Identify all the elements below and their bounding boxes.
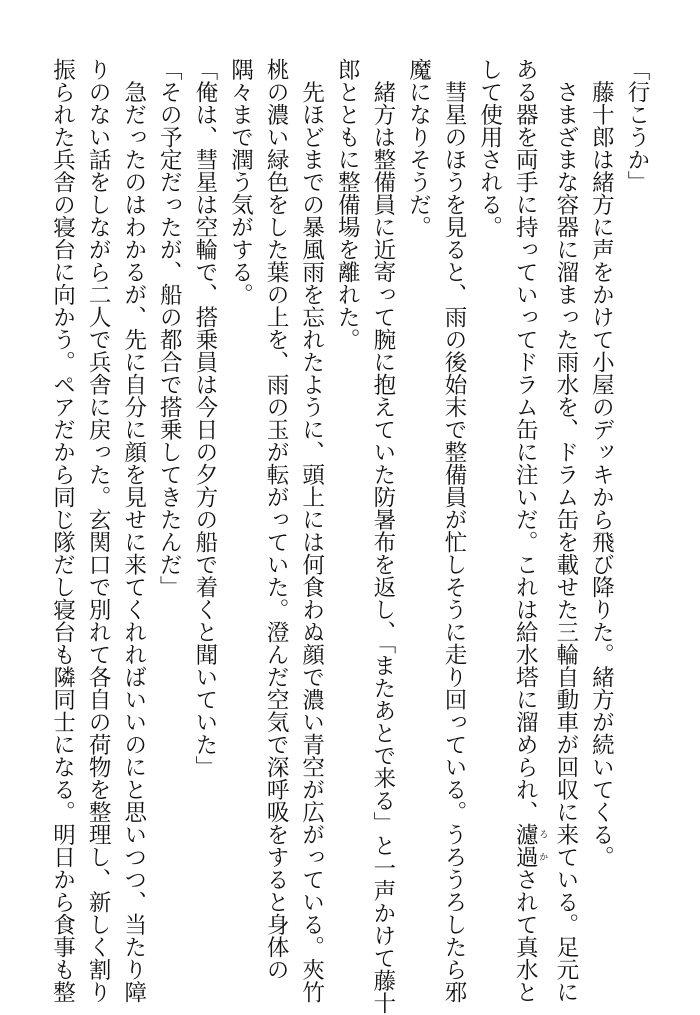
text-line: 「その予定だったが、船の都合で搭乗してきたんだ」 — [156, 58, 183, 598]
ruby-annotation — [512, 823, 548, 868]
text-line: 「行こうか」 — [624, 58, 650, 193]
text-line-with-ruby — [507, 58, 548, 1003]
text-line: 振られた兵舎の寝台に向かう。ペアだから同じ隊だし寝台も隣同士になる。明日から食事も整 — [49, 58, 76, 1003]
text-line: 桃の濃い緑色をした葉の上を、雨の玉が転がっていた。澄んだ空気で深呼吸をすると身体の — [263, 58, 290, 981]
text-line: さまざまな容器に溜まった雨水を、ドラム缶を載せた三輪自動車が回収に来ている。足元に — [552, 58, 579, 1003]
text-segment: されて真水と — [512, 868, 539, 1003]
text-line: 緒方は整備員に近寄って腕に抱えていた防暑布を返し、「またあとで来る」と一声かけて藤十 — [369, 58, 396, 1015]
text-line: 先ほどまでの暴風雨を忘れたように、頭上には何食わぬ顔で濃い青空が広がっている。夾竹 — [298, 58, 325, 1003]
text-line: して使用される。 — [476, 58, 503, 238]
text-line: 郎とともに整備場を離れた。 — [334, 58, 361, 351]
vertical-text-block — [34, 58, 654, 1015]
text-line: りのない話をしながら二人で兵舎に戻った。玄関口で別れて各自の荷物を整理し、新しく割り — [85, 58, 112, 1003]
text-line: 魔になりそうだ。 — [405, 58, 432, 238]
text-line: 「俺は、彗星は空輪で、搭乗員は今日の夕方の船で着くと聞いていた」 — [191, 58, 218, 778]
text-line: 彗星のほうを見ると、雨の後始末で整備員が忙しそうに走り回っている。うろうろしたら邪 — [441, 58, 468, 1003]
ruby-reading: ろか — [537, 823, 548, 868]
text-line: 藤十郎は緒方に声をかけて小屋のデッキから飛び降りた。緒方が続いてくる。 — [588, 58, 615, 868]
ruby-base: 濾過 — [512, 823, 539, 868]
text-line: 急だったのはわかるが、先に自分に顔を見せに来てくれればいいのにと思いつつ、当たり障 — [120, 58, 147, 1003]
text-line: 隅々まで潤う気がする。 — [227, 58, 254, 306]
text-segment: ある器を両手に持っていってドラム缶に注いだ。これは給水塔に溜められ、 — [512, 58, 539, 823]
